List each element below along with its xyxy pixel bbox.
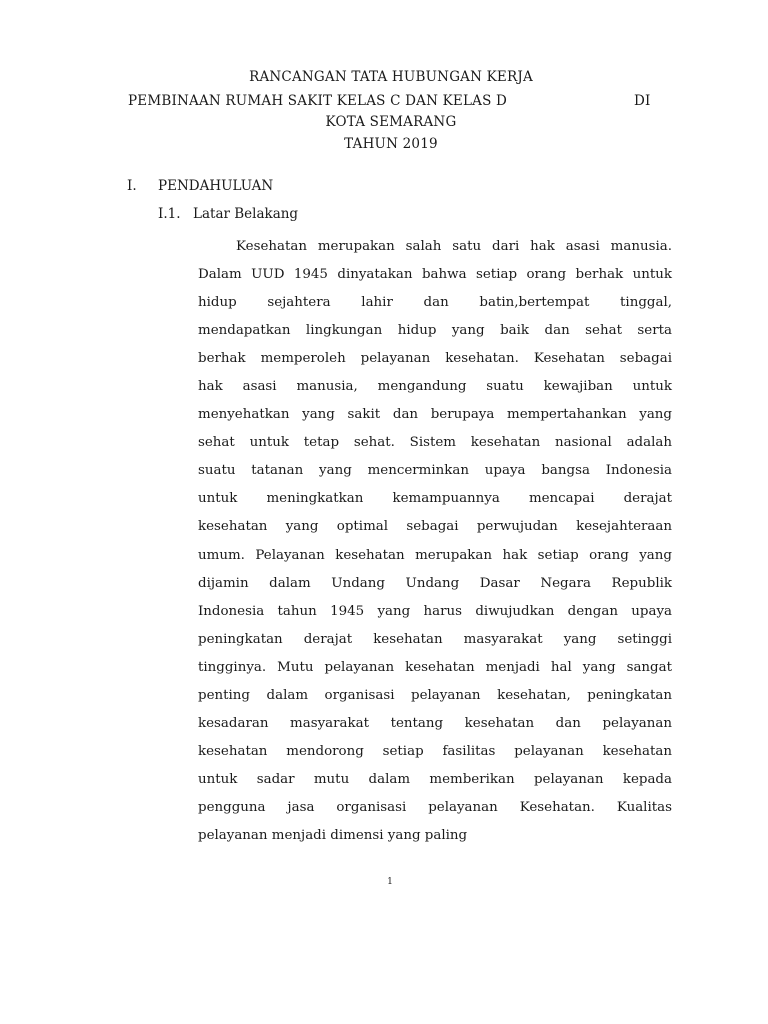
- paragraph-line: Kesehatan merupakan salah satu dari hak asasi manusia.: [236, 239, 672, 254]
- page-number: 1: [387, 877, 393, 887]
- document-title-year: TAHUN 2019: [344, 136, 438, 152]
- paragraph-line: hidup sejahtera lahir dan batin,bertempat tinggal,: [198, 295, 672, 311]
- paragraph-line: untuk sadar mutu dalam memberikan pelayanan kepada: [198, 771, 672, 787]
- paragraph-line: mendapatkan lingkungan hidup yang baik dan sehat serta: [198, 323, 672, 339]
- paragraph-line: kesehatan mendorong setiap fasilitas pelayanan kesehatan: [198, 743, 672, 759]
- paragraph-line: penting dalam organisasi pelayanan kesehatan, peningkatan: [198, 687, 672, 703]
- paragraph-line: kesehatan yang optimal sebagai perwujudan kesejahteraan: [198, 519, 672, 535]
- body-paragraph: [198, 233, 672, 850]
- document-title-line-1: RANCANGAN TATA HUBUNGAN KERJA: [249, 69, 533, 85]
- subsection-number: I.1.: [158, 206, 181, 222]
- paragraph-line: dijamin dalam Undang Undang Dasar Negara Republik: [198, 575, 672, 591]
- paragraph-line: hak asasi manusia, mengandung suatu kewajiban untuk: [198, 379, 672, 395]
- paragraph-line: Indonesia tahun 1945 yang harus diwujudkan dengan upaya: [198, 603, 672, 619]
- paragraph-line: untuk meningkatkan kemampuannya mencapai derajat: [198, 491, 672, 507]
- section-heading: PENDAHULUAN: [158, 178, 274, 194]
- paragraph-line: Dalam UUD 1945 dinyatakan bahwa setiap orang berhak untuk: [198, 267, 672, 283]
- paragraph-line: suatu tatanan yang mencerminkan upaya bangsa Indonesia: [198, 463, 672, 479]
- paragraph-line: peningkatan derajat kesehatan masyarakat yang setinggi: [198, 631, 672, 647]
- section-number: I.: [127, 178, 137, 194]
- document-title-line-2-right: DI: [634, 93, 651, 109]
- document-title-line-3: KOTA SEMARANG: [325, 114, 457, 130]
- paragraph-line: kesadaran masyarakat tentang kesehatan dan pelayanan: [198, 715, 672, 731]
- paragraph-line: tingginya. Mutu pelayanan kesehatan menjadi hal yang sangat: [198, 659, 672, 675]
- paragraph-line: menyehatkan yang sakit dan berupaya mempertahankan yang: [198, 407, 672, 423]
- paragraph-line: sehat untuk tetap sehat. Sistem kesehatan nasional adalah: [198, 435, 672, 451]
- paragraph-line: pengguna jasa organisasi pelayanan Kesehatan. Kualitas: [198, 799, 672, 815]
- paragraph-line: pelayanan menjadi dimensi yang paling: [198, 827, 468, 843]
- subsection-heading: Latar Belakang: [193, 206, 299, 222]
- paragraph-line: berhak memperoleh pelayanan kesehatan. Kesehatan sebagai: [198, 351, 672, 367]
- paragraph-line: umum. Pelayanan kesehatan merupakan hak setiap orang yang: [198, 547, 672, 563]
- document-title-line-2: PEMBINAAN RUMAH SAKIT KELAS C DAN KELAS D: [128, 93, 508, 109]
